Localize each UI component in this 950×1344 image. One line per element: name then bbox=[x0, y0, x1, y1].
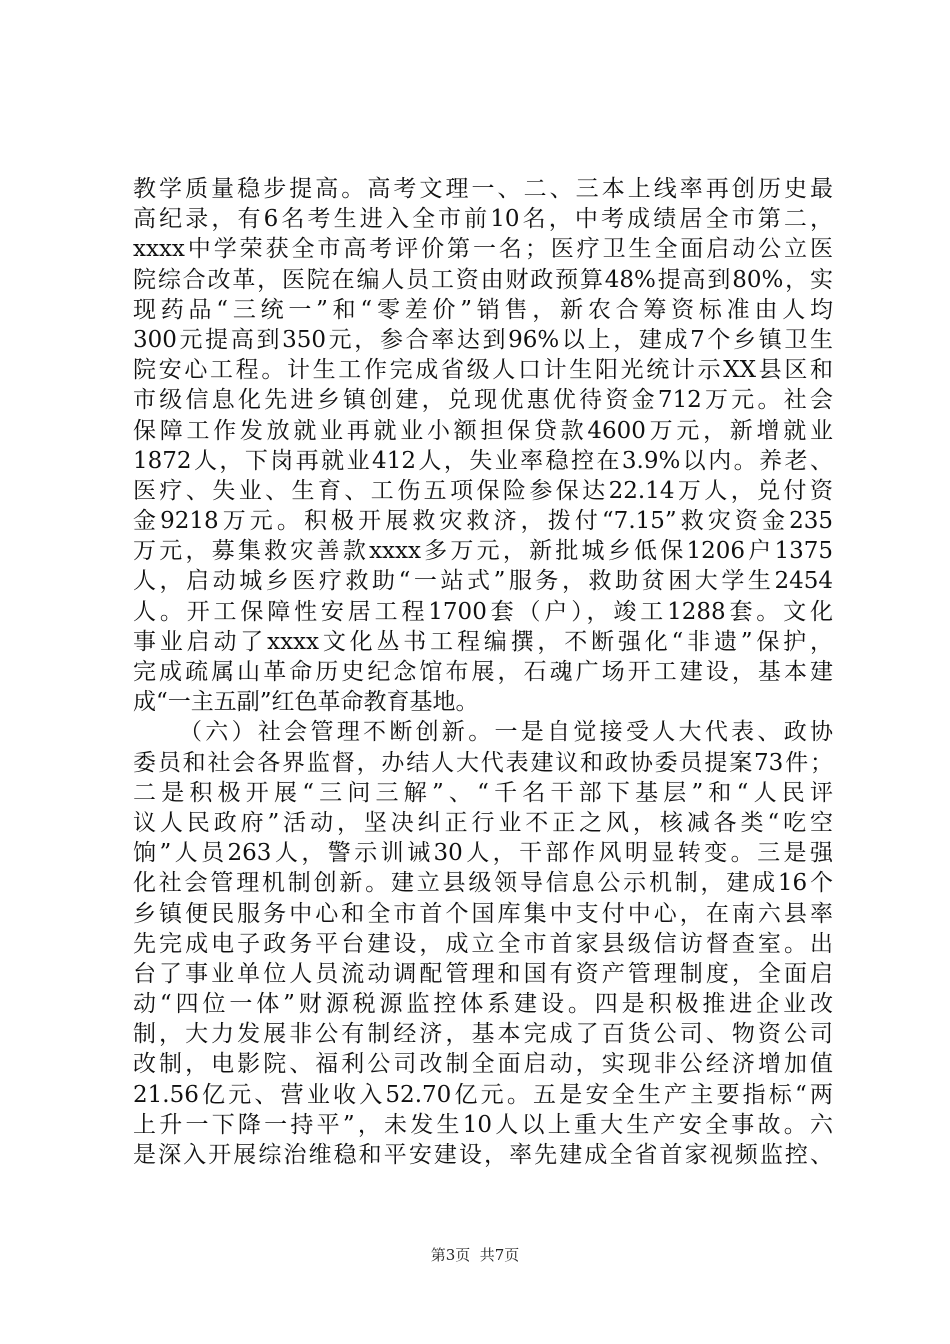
text-line: 二是积极开展“三问三解”、“千名干部下基层”和“人民评 bbox=[133, 779, 833, 806]
text-line: 院安心工程。计生工作完成省级人口计生阳光统计示XX县区和 bbox=[133, 357, 833, 384]
text-line: 万元，募集救灾善款xxxx多万元，新批城乡低保1206户1375 bbox=[133, 538, 833, 565]
text-line: 人，启动城乡医疗救助“一站式”服务，救助贫困大学生2454 bbox=[133, 568, 833, 595]
text-line: 金9218万元。积极开展救灾救济，拨付“7.15”救灾资金235 bbox=[133, 508, 833, 535]
text-line: 议人民政府”活动，坚决纠正行业不正之风，核减各类“吃空 bbox=[133, 809, 833, 836]
text-line: 21.56亿元、营业收入52.70亿元。五是安全生产主要指标“两 bbox=[133, 1081, 833, 1108]
text-line: 保障工作发放就业再就业小额担保贷款4600万元，新增就业 bbox=[133, 417, 833, 444]
text-line: 完成疏属山革命历史纪念馆布展，石魂广场开工建设，基本建 bbox=[133, 659, 833, 685]
text-line: 改制，电影院、福利公司改制全面启动，实现非公经济增加值 bbox=[133, 1051, 833, 1078]
page-number-footer: 第3页 共7页 bbox=[430, 1246, 520, 1264]
text-line: 高纪录，有6名考生进入全市前10名，中考成绩居全市第二， bbox=[133, 206, 833, 233]
text-line: 人。开工保障性安居工程1700套（户），竣工1288套。文化 bbox=[133, 598, 833, 625]
text-line: 制，大力发展非公有制经济，基本完成了百货公司、物资公司 bbox=[133, 1021, 833, 1048]
text-line: 事业启动了xxxx文化丛书工程编撰，不断强化“非遗”保护， bbox=[133, 628, 833, 655]
text-line: 教学质量稳步提高。高考文理一、二、三本上线率再创历史最 bbox=[133, 176, 833, 202]
text-line: 动“四位一体”财源税源监控体系建设。四是积极推进企业改 bbox=[133, 991, 833, 1018]
paragraph-end-line: 成“一主五副”红色革命教育基地。 bbox=[133, 689, 479, 716]
text-line: 300元提高到350元，参合率达到96%以上，建成7个乡镇卫生 bbox=[133, 326, 833, 353]
text-line: 上升一下降一持平”，未发生10人以上重大生产安全事故。六 bbox=[133, 1111, 833, 1138]
text-line: 市级信息化先进乡镇创建，兑现优惠优待资金712万元。社会 bbox=[133, 387, 833, 414]
text-line: 先完成电子政务平台建设，成立全市首家县级信访督查室。出 bbox=[133, 930, 833, 957]
text-line: 是深入开展综治维稳和平安建设，率先建成全省首家视频监控、 bbox=[133, 1142, 833, 1168]
text-line: 1872人，下岗再就业412人，失业率稳控在3.9%以内。养老、 bbox=[133, 447, 833, 474]
text-line: 台了事业单位人员流动调配管理和国有资产管理制度，全面启 bbox=[133, 960, 833, 987]
text-line: 乡镇便民服务中心和全市首个国库集中支付中心，在南六县率 bbox=[133, 900, 833, 927]
body-text bbox=[133, 174, 833, 1170]
text-line: 化社会管理机制创新。建立县级领导信息公示机制，建成16个 bbox=[133, 870, 833, 897]
text-line: 院综合改革，医院在编人员工资由财政预算48%提高到80%，实 bbox=[133, 266, 833, 293]
text-line: 委员和社会各界监督，办结人大代表建议和政协委员提案73件； bbox=[133, 749, 833, 776]
text-line: xxxx中学荣获全市高考评价第一名；医疗卫生全面启动公立医 bbox=[133, 236, 833, 263]
text-line: 饷”人员263人，警示训诫30人，干部作风明显转变。三是强 bbox=[133, 840, 833, 867]
section-heading-line: （六）社会管理不断创新。一是自觉接受人大代表、政协 bbox=[179, 719, 833, 746]
text-line: 现药品“三统一”和“零差价”销售，新农合筹资标准由人均 bbox=[133, 296, 833, 323]
text-line: 医疗、失业、生育、工伤五项保险参保达22.14万人，兑付资 bbox=[133, 477, 833, 504]
